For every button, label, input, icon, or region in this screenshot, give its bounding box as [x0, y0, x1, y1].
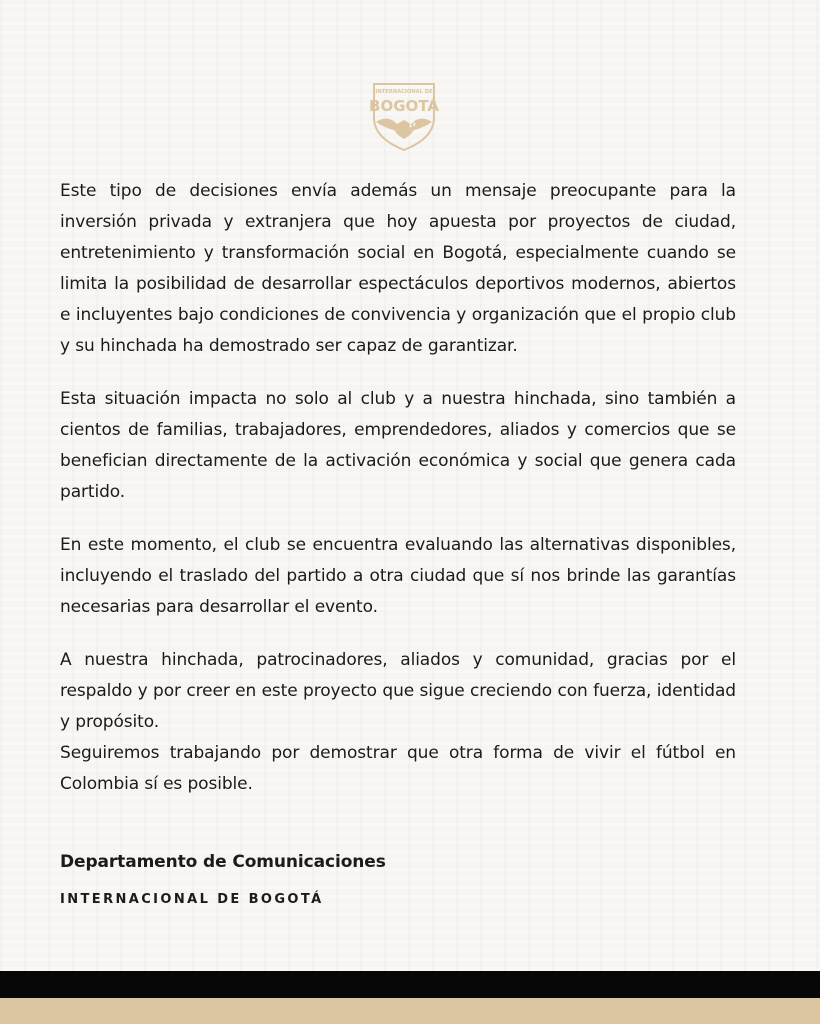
paragraph-2: Esta situación impacta no solo al club y a nuestra hinchada, sino también a cientos de familias, trabajadores, emprendedores, aliados y comercios que se benefician directamente de la activación económica y social que genera cada partido.: [60, 389, 736, 502]
paragraph-1: Este tipo de decisiones envía además un mensaje preocupante para la inversión privada y extranjera que hoy apuesta por proyectos de ciudad, entretenimiento y transformación social en Bogotá, especialmente cuando se limita la posibilidad de desarrollar espectáculos deportivos modernos, abiertos e incluyentes bajo condiciones de convivencia y organización que el propio club y su hinchada ha demostrado ser capaz de garantizar.: [60, 181, 736, 356]
condor-icon: [376, 118, 432, 139]
paragraph-5: Seguiremos trabajando por demostrar que otra forma de vivir el fútbol en Colombia sí es posible.: [60, 743, 736, 794]
signature-block: [60, 852, 386, 907]
signature-club: INTERNACIONAL DE BOGOTÁ: [60, 892, 324, 907]
paragraph-3: En este momento, el club se encuentra evaluando las alternativas disponibles, incluyendo el traslado del partido a otra ciudad que sí nos brinde las garantías necesarias para desarrollar el evento.: [60, 535, 736, 617]
crest-badge-text: 1ª: [408, 122, 416, 129]
crest-main-text: BOGOTÁ: [369, 97, 439, 115]
paragraph-4: A nuestra hinchada, patrocinadores, aliados y comunidad, gracias por el respaldo y por creer en este proyecto que sigue creciendo con fuerza, identidad y propósito.: [60, 650, 736, 732]
footer-black-band: [0, 971, 820, 998]
statement-body: [60, 176, 736, 822]
crest-top-text: INTERNACIONAL DE: [375, 89, 433, 95]
club-crest-logo: [366, 80, 442, 152]
footer-gold-band: [0, 998, 820, 1024]
signature-department: Departamento de Comunicaciones: [60, 852, 386, 872]
